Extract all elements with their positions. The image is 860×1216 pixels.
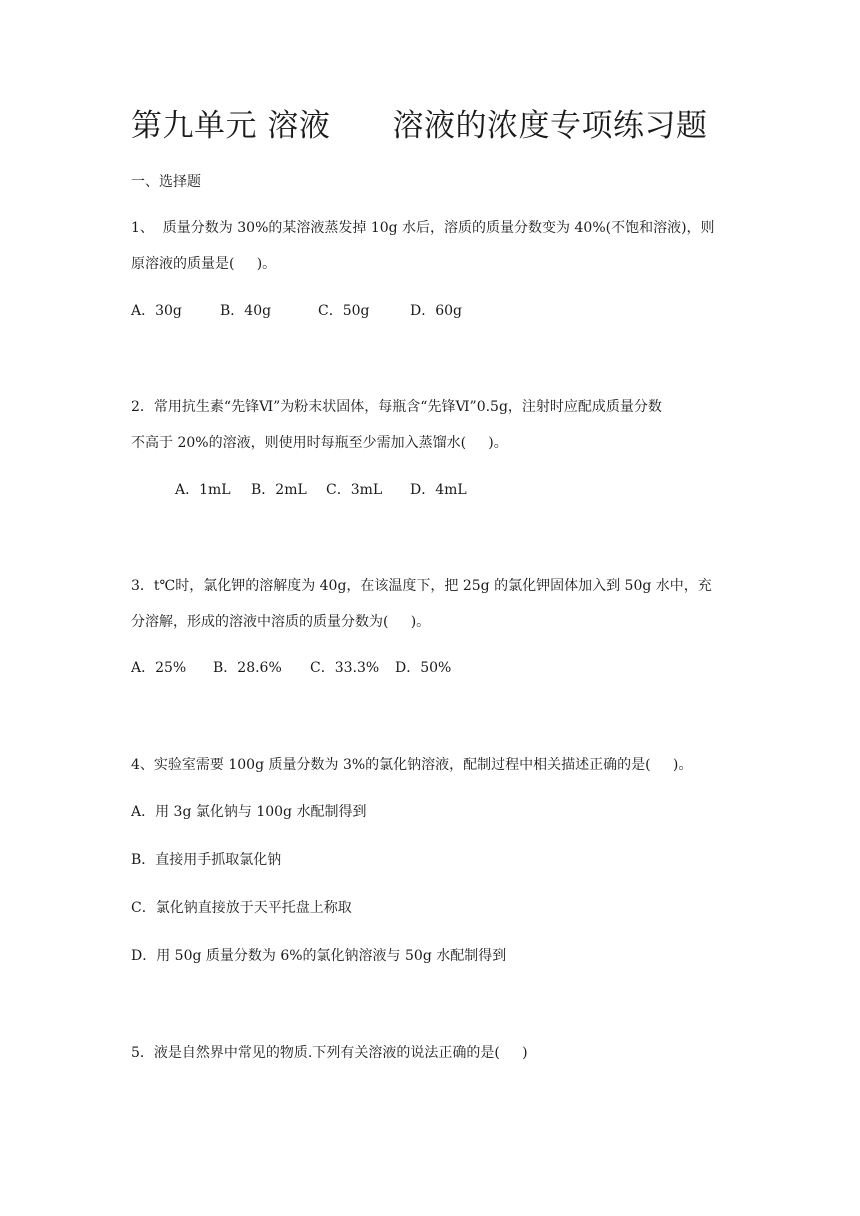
question-3-option-c: C．33.3% (310, 660, 380, 676)
question-1-option-d: D．60g (410, 303, 463, 319)
question-4-option-a: A．用 3g 氯化钠与 100g 水配制得到 (131, 804, 367, 820)
question-1-option-a: A．30g (131, 303, 182, 319)
question-2-option-a: A．1mL (175, 482, 231, 498)
question-2-stem-line-2: 不高于 20%的溶液，则使用时每瓶至少需加入蒸馏水( )。 (131, 435, 508, 451)
question-2-option-d: D．4mL (410, 482, 467, 498)
question-3-stem-line-2: 分溶解，形成的溶液中溶质的质量分数为( )。 (131, 614, 431, 630)
question-4-option-d: D．用 50g 质量分数为 6%的氯化钠溶液与 50g 水配制得到 (131, 948, 507, 964)
question-1-stem-line-1: 1、 质量分数为 30%的某溶液蒸发掉 10g 水后，溶质的质量分数变为 40%(不饱和溶液)，则 (131, 220, 715, 236)
question-5-stem: 5．液是自然界中常见的物质.下列有关溶液的说法正确的是( ) (131, 1045, 528, 1061)
question-4-stem: 4、实验室需要 100g 质量分数为 3%的氯化钠溶液，配制过程中相关描述正确的是( )。 (131, 757, 693, 773)
question-3-option-b: B．28.6% (213, 660, 282, 676)
page-title: 第九单元 溶液 溶液的浓度专项练习题 (131, 108, 708, 144)
question-2-stem-line-1: 2．常用抗生素“先锋Ⅵ”为粉末状固体，每瓶含“先锋Ⅵ”0.5g，注射时应配成质量分数 (131, 399, 662, 415)
section-heading: 一、选择题 (131, 174, 201, 190)
question-4-option-c: C．氯化钠直接放于天平托盘上称取 (131, 900, 352, 916)
question-1-stem-line-2: 原溶液的质量是( )。 (131, 256, 277, 272)
question-4-option-b: B．直接用手抓取氯化钠 (131, 852, 282, 868)
question-3-stem-line-1: 3．t℃时，氯化钾的溶解度为 40g，在该温度下，把 25g 的氯化钾固体加入到 50g 水中，充 (131, 578, 712, 594)
question-2-option-c: C．3mL (326, 482, 383, 498)
question-3-option-a: A．25% (131, 660, 187, 676)
question-1-option-c: C．50g (318, 303, 370, 319)
question-2-option-b: B．2mL (251, 482, 307, 498)
question-1-option-b: B．40g (220, 303, 272, 319)
question-3-option-d: D．50% (395, 660, 452, 676)
